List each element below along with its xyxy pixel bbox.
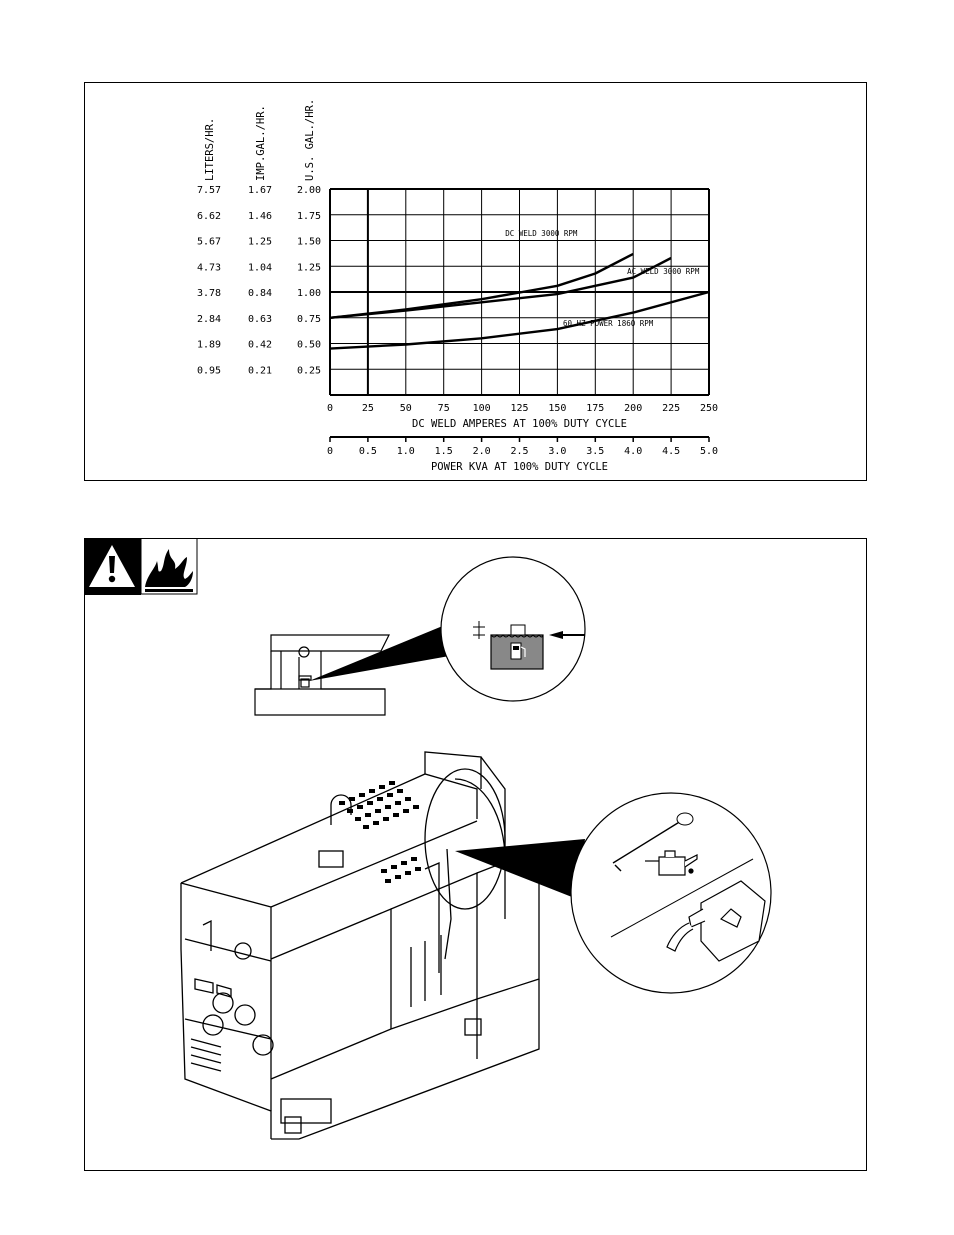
y-tick-label: 0.84 bbox=[247, 288, 273, 299]
y-tick-label: 1.75 bbox=[296, 210, 322, 222]
x2-tick-label: 3.5 bbox=[586, 446, 605, 457]
x-tick-label: 50 bbox=[399, 403, 412, 414]
oil-zoom-beam bbox=[455, 839, 585, 899]
x2-axis-label: POWER KVA AT 100% DUTY CYCLE bbox=[430, 461, 609, 473]
y-tick-label: 1.89 bbox=[196, 339, 222, 351]
y-tick-label: 7.57 bbox=[196, 185, 222, 196]
x2-tick-label: 4.5 bbox=[662, 446, 681, 457]
y-axis-label: IMP.GAL./HR. bbox=[255, 105, 267, 181]
y-tick-label: 2.00 bbox=[296, 185, 322, 196]
x2-tick-label: 4.0 bbox=[624, 446, 643, 457]
y-tick-label: 1.25 bbox=[247, 236, 273, 248]
x-tick-label: 0 bbox=[326, 403, 334, 414]
y-tick-label: 2.84 bbox=[196, 313, 222, 325]
x2-tick-label: 2.0 bbox=[472, 446, 491, 457]
x2-tick-label: 1.0 bbox=[396, 446, 415, 457]
y-tick-label: 1.50 bbox=[296, 236, 322, 248]
fuel-oil-check-figure-panel bbox=[84, 538, 867, 1171]
y-tick-label: 0.75 bbox=[296, 313, 322, 325]
y-tick-label: 0.63 bbox=[247, 313, 273, 325]
x-tick-label: 200 bbox=[624, 403, 643, 414]
series-label: DC WELD 3000 RPM bbox=[505, 228, 578, 238]
x2-tick-label: 0 bbox=[326, 446, 334, 457]
y-tick-label: 4.73 bbox=[196, 262, 222, 274]
x2-tick-label: 5.0 bbox=[699, 446, 719, 457]
x-axis-label: DC WELD AMPERES AT 100% DUTY CYCLE bbox=[412, 418, 627, 430]
fuel-level-detail bbox=[441, 557, 585, 701]
x2-tick-label: 2.5 bbox=[510, 446, 529, 457]
fuel-consumption-chart bbox=[85, 83, 866, 480]
x-tick-label: 225 bbox=[662, 403, 681, 414]
series-line bbox=[330, 258, 671, 318]
top-vent-grid bbox=[339, 781, 421, 883]
y-axis-label: U.S. GAL./HR. bbox=[304, 98, 316, 181]
x-tick-label: 150 bbox=[548, 403, 567, 414]
series-label: AC WELD 3000 RPM bbox=[627, 267, 700, 277]
fuel-consumption-chart-panel bbox=[84, 82, 867, 481]
y-tick-label: 0.50 bbox=[296, 339, 322, 351]
welder-generator-drawing bbox=[181, 752, 539, 1139]
plot-area bbox=[330, 189, 709, 395]
y-tick-label: 1.00 bbox=[296, 288, 322, 299]
x2-tick-label: 0.5 bbox=[358, 446, 377, 457]
x-tick-label: 125 bbox=[510, 403, 529, 414]
fuel-tank-drawing bbox=[255, 635, 389, 715]
y-tick-label: 1.46 bbox=[247, 210, 273, 222]
y-tick-label: 6.62 bbox=[196, 210, 222, 222]
y-tick-label: 5.67 bbox=[196, 236, 222, 248]
zoom-beam bbox=[309, 625, 455, 681]
x-tick-label: 25 bbox=[361, 403, 374, 414]
y-tick-label: 1.04 bbox=[247, 262, 273, 274]
warning-header bbox=[85, 539, 197, 595]
y-tick-label: 3.78 bbox=[196, 288, 222, 299]
y-tick-label: 0.21 bbox=[247, 365, 273, 377]
oil-check-detail bbox=[571, 793, 771, 993]
series-label: 60 HZ POWER 1860 RPM bbox=[563, 319, 654, 328]
y-tick-label: 0.25 bbox=[296, 365, 322, 377]
x-tick-label: 250 bbox=[699, 403, 719, 414]
x-tick-label: 175 bbox=[586, 403, 605, 414]
y-tick-label: 0.95 bbox=[196, 365, 222, 377]
y-tick-label: 1.25 bbox=[296, 262, 322, 274]
x-tick-label: 75 bbox=[437, 403, 450, 414]
y-tick-label: 1.67 bbox=[247, 185, 273, 196]
x-tick-label: 100 bbox=[472, 403, 491, 414]
x2-tick-label: 1.5 bbox=[434, 446, 453, 457]
y-axis-label: LITERS/HR. bbox=[204, 117, 216, 181]
y-tick-label: 0.42 bbox=[247, 339, 273, 351]
x2-tick-label: 3.0 bbox=[548, 446, 567, 457]
